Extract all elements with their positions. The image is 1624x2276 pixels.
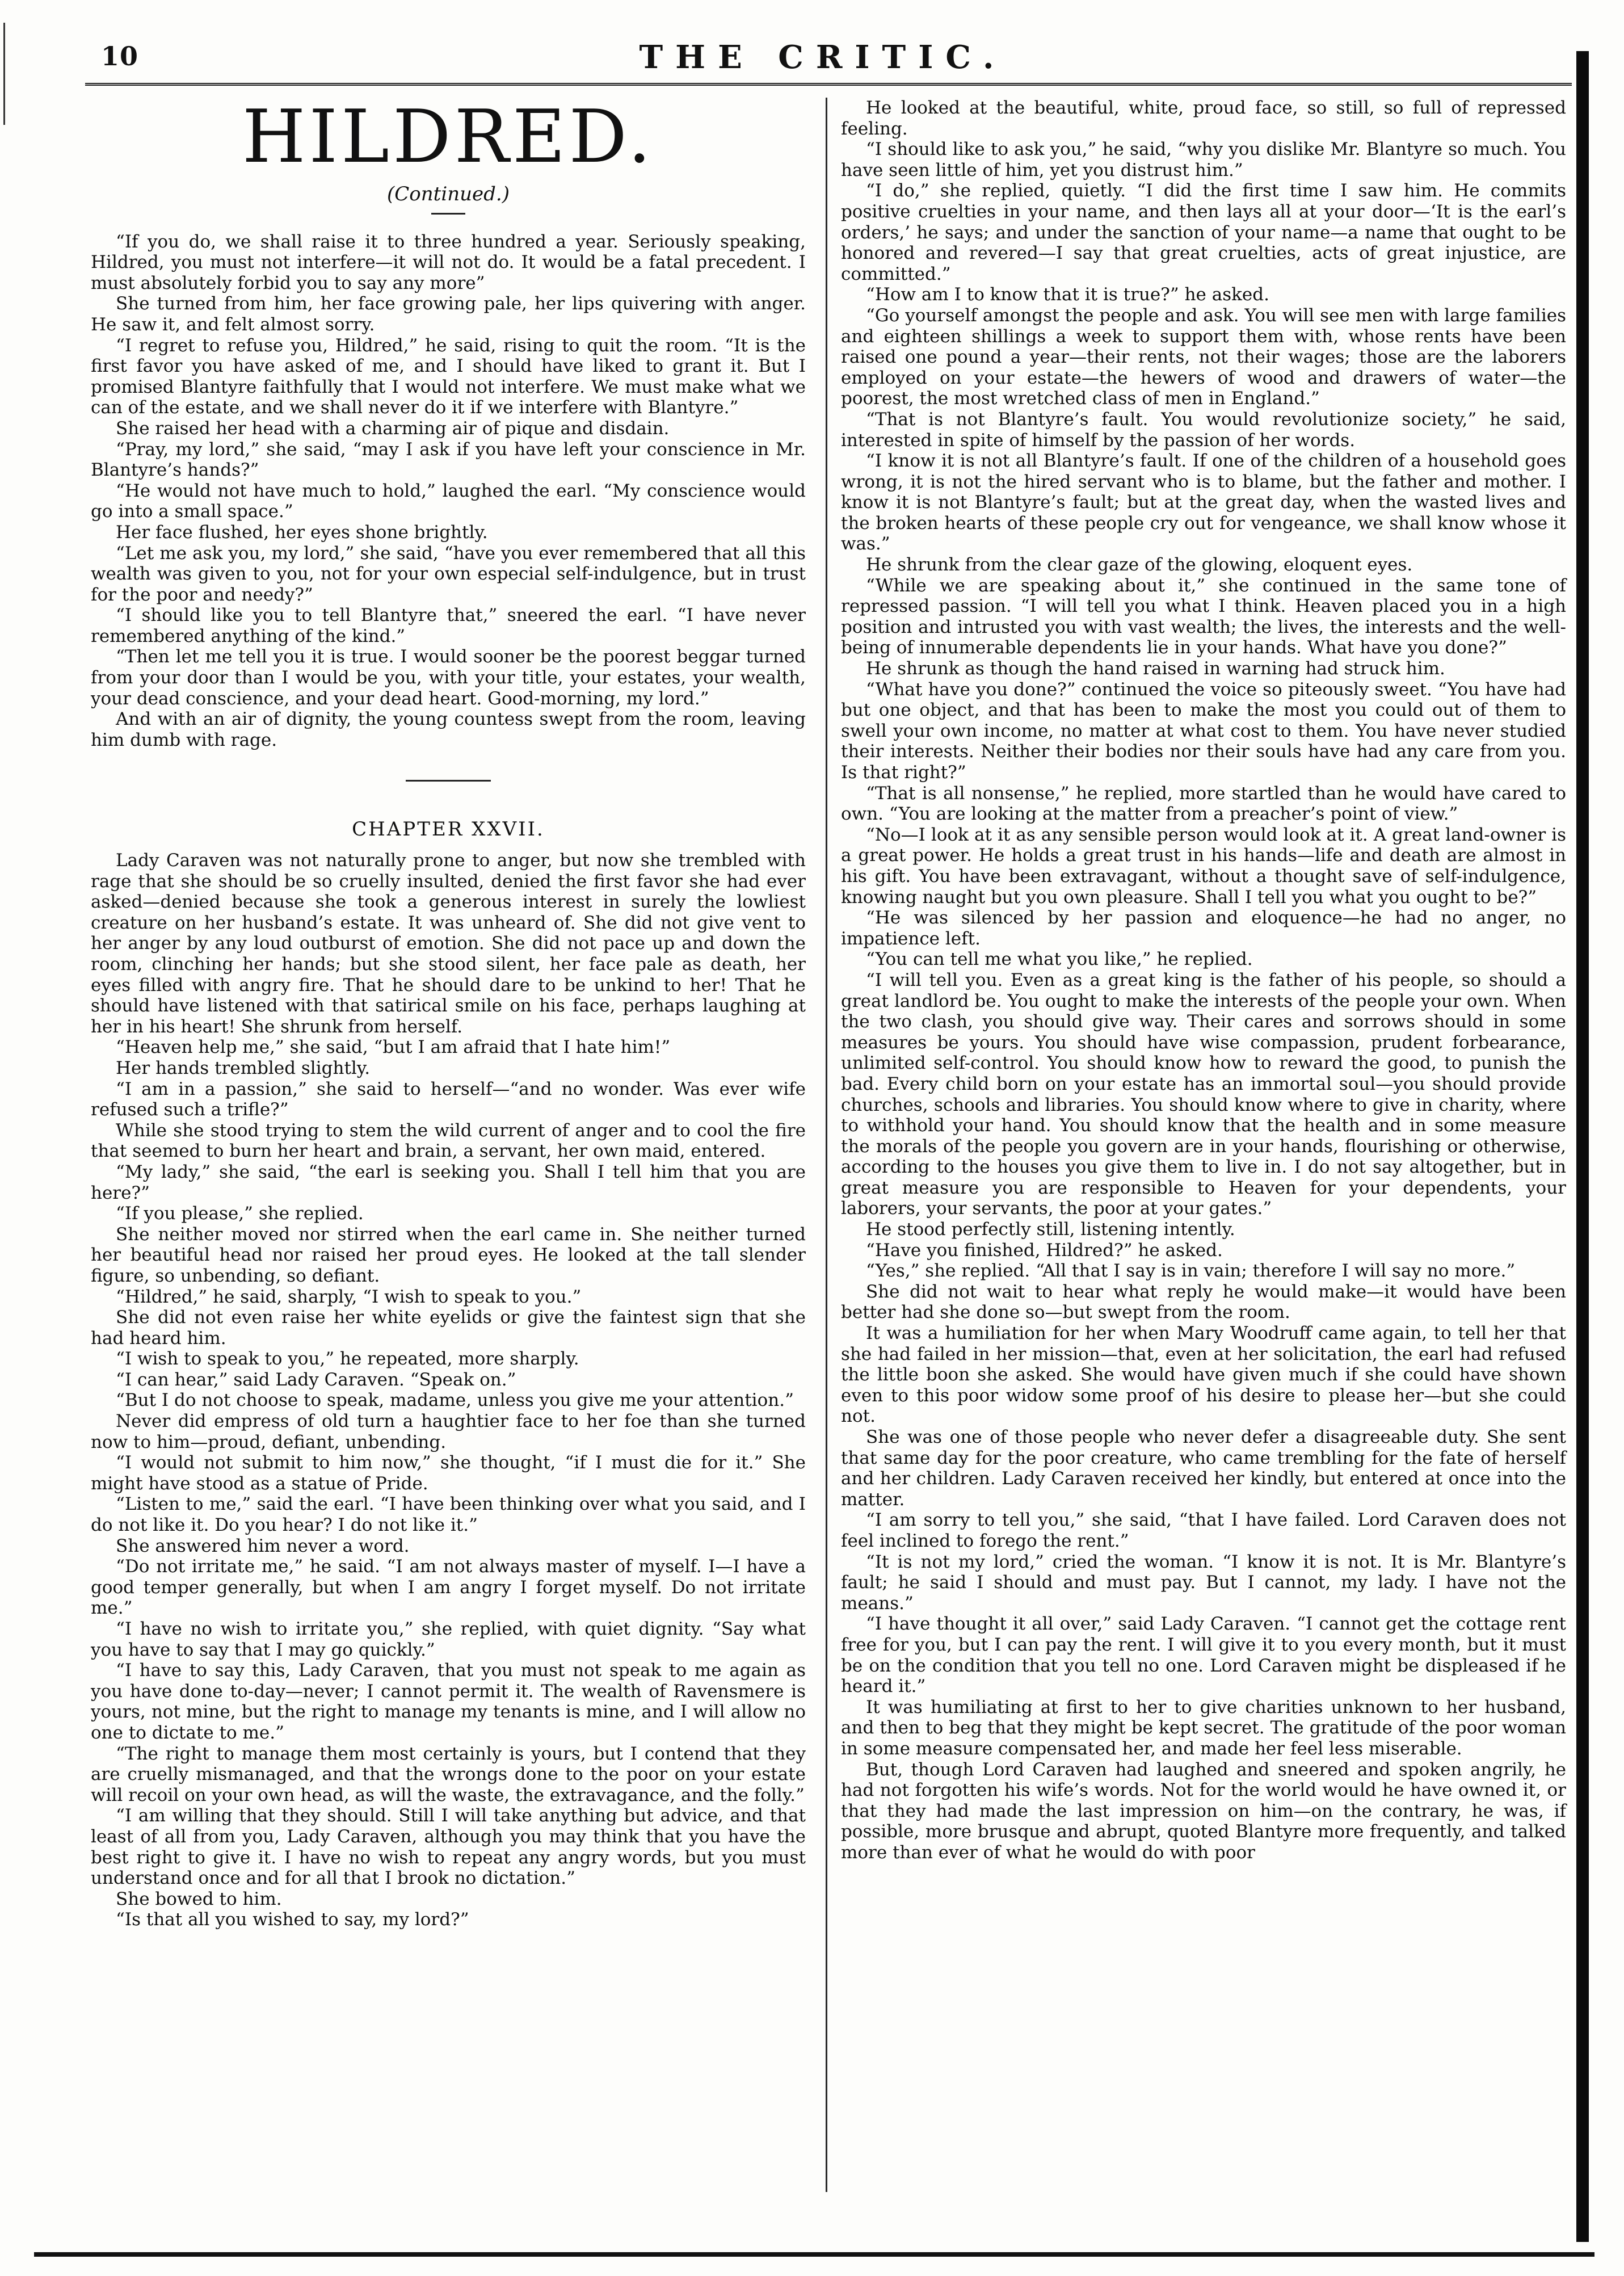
paragraph: “He would not have much to hold,” laughed the earl. “My conscience would go into a small space.” [91, 480, 806, 522]
paragraph: She bowed to him. [116, 1888, 282, 1909]
page-edge-mark [3, 23, 5, 125]
paragraph: She was one of those people who never defer a disagreeable duty. She sent that same day for the poor creature, who came trembling for the fate of herself and her children. Lady Caraven received her kindly, but entered at once into the matter. [841, 1427, 1566, 1510]
paragraph: “That is all nonsense,” he replied, more startled than he would have cared to own. “You are looking at the matter from a preacher’s point of view.” [841, 783, 1566, 825]
paragraph: “Listen to me,” said the earl. “I have been thinking over what you said, and I do not like it. Do you hear? I do not like it.” [91, 1494, 806, 1536]
paragraph: And with an air of dignity, the young countess swept from the room, leaving him dumb with rage. [91, 709, 806, 750]
column-divider [826, 98, 827, 2192]
paragraph: “I wish to speak to you,” he repeated, more sharply. [116, 1349, 579, 1370]
paragraph: “If you do, we shall raise it to three hundred a year. Seriously speaking, Hildred, you must not interfere—it will not do. It would be a fatal precedent. I must absolutely forbid you to say any more” [91, 231, 806, 293]
paragraph: Her face flushed, her eyes shone brightly. [116, 522, 488, 543]
paragraph: “I can hear,” said Lady Caraven. “Speak on.” [116, 1369, 516, 1390]
paragraph: “I will tell you. Even as a great king is the father of his people, so should a great landlord be. You ought to make the interests of the people your own. When the two clash, you should give way. Their cares and sorrows should in some measures be yours. You should have wise compassion, prudent forbearance, unlimited self-control. You should know how to reward the good, to punish the bad. Every child born on your estate has an immortal soul—you should provide churches, schools and libraries. You should know where to give in charity, where to withhold your hand. You should know that the health and in some measure the morals of the people you govern are in your hands, flourishing or otherwise, according to the houses you give them to live in. I do not say altogether, but in great measure you are responsible to Heaven for your dependents, your laborers, your servants, the poor at your gates.” [841, 969, 1566, 1219]
paragraph: She did not even raise her white eyelids or give the faintest sign that she had heard him. [91, 1307, 806, 1349]
paragraph: “He was silenced by her passion and eloquence—he had no anger, no impatience left. [841, 908, 1566, 949]
chapter-separator [406, 780, 491, 782]
continued-label: (Continued.) [387, 183, 510, 205]
bottom-rule [34, 2252, 1594, 2257]
right-column-text [841, 98, 1566, 1863]
title-rule [431, 213, 465, 215]
paragraph: But, though Lord Caraven had laughed and sneered and spoken angrily, he had not forgotten his wife’s words. Not for the world would he have owned it, or that they had made the last impression on him—on the contrary, he was, if possible, more brusque and abrupt, quoted Blantyre more frequently, and talked more than ever of what he would do with poor [841, 1759, 1566, 1863]
paragraph: “I regret to refuse you, Hildred,” he said, rising to quit the room. “It is the first favor you have asked of me, and I should have liked to grant it. But I promised Blantyre faithfully that I would not interfere. We must make what we can of the estate, and we shall never do it if we interfere with Blantyre.” [91, 335, 806, 418]
paragraph: “Let me ask you, my lord,” she said, “have you ever remembered that all this wealth was given to you, not for your own especial self-indulgence, but in trust for the poor and needy?” [91, 543, 806, 605]
paragraph: He shrunk from the clear gaze of the glowing, eloquent eyes. [866, 555, 1413, 576]
left-top-text [91, 232, 806, 751]
paragraph: It was a humiliation for her when Mary Woodruff came again, to tell her that she had failed in her mission—that, even at her solicitation, the earl had refused the little boon she asked. She would have given much if she could have shown even to this poor widow some proof of his desire to please her—but she could not. [841, 1323, 1566, 1427]
right-column [841, 98, 1566, 1863]
paragraph: “Heaven help me,” she said, “but I am afraid that I hate him!” [116, 1037, 671, 1058]
paragraph: “I do,” she replied, quietly. “I did the first time I saw him. He commits positive cruelties in your name, and then lays all at your door—‘It is the earl’s orders,’ he says; and under the sanction of your name—a name that ought to be honored and revered—I say that great cruelties, acts of great injustice, are committed.” [841, 180, 1566, 284]
page-number: 10 [101, 41, 139, 72]
left-column [91, 95, 806, 1930]
paragraph: “I have no wish to irritate you,” she replied, with quiet dignity. “Say what you have to say that I may go quickly.” [91, 1619, 806, 1660]
paragraph: “The right to manage them most certainly is yours, but I contend that they are cruelly mismanaged, and that the wrongs done to the poor on your estate will recoil on your own head, as will the waste, the extravagance, and the folly.” [91, 1743, 806, 1805]
paragraph: “Do not irritate me,” he said. “I am not always master of myself. I—I have a good temper generally, but when I am angry I forget myself. Do not irritate me.” [91, 1556, 806, 1619]
paragraph: She raised her head with a charming air of pique and disdain. [116, 418, 670, 439]
paragraph: While she stood trying to stem the wild current of anger and to cool the fire that seemed to burn her heart and brain, a servant, her own maid, entered. [91, 1120, 806, 1162]
paragraph: “How am I to know that it is true?” he asked. [866, 284, 1269, 305]
paragraph: “But I do not choose to speak, madame, unless you give me your attention.” [116, 1390, 794, 1411]
paragraph: She answered him never a word. [116, 1535, 410, 1556]
paragraph: “You can tell me what you like,” he replied. [866, 949, 1253, 970]
paragraph: “Pray, my lord,” she said, “may I ask if you have left your conscience in Mr. Blantyre’s hands?” [91, 439, 806, 481]
paragraph: “Have you finished, Hildred?” he asked. [866, 1240, 1223, 1261]
paragraph: “I am willing that they should. Still I will take anything but advice, and that least of all from you, Lady Caraven, although you may think that you have the best right to give it. I have no wish to repeat any angry words, but you must understand once and for all that I brook no dictation.” [91, 1805, 806, 1889]
paragraph: “That is not Blantyre’s fault. You would revolutionize society,” he said, interested in spite of himself by the passion of her words. [841, 409, 1566, 451]
paragraph: It was humiliating at first to her to give charities unknown to her husband, and then to beg that they might be kept secret. The gratitude of the poor woman in some measure compensated her, and made her feel less miserable. [841, 1696, 1566, 1759]
paragraph: He stood perfectly still, listening intently. [866, 1219, 1235, 1240]
paragraph: “I have thought it all over,” said Lady Caraven. “I cannot get the cottage rent free for you, but I can pay the rent. I will give it to you every month, but it must be on the condition that you tell no one. Lord Caraven might be displeased if he heard it.” [841, 1614, 1566, 1697]
paragraph: He shrunk as though the hand raised in warning had struck him. [866, 658, 1445, 679]
paragraph: “If you please,” she replied. [116, 1203, 364, 1224]
paragraph: “Then let me tell you it is true. I would sooner be the poorest beggar turned from your door than I would be you, with your title, your estates, your wealth, your dead conscience, and your dead heart. Good-morning, my lord.” [91, 646, 806, 709]
paragraph: Her hands trembled slightly. [116, 1057, 371, 1078]
masthead: THE CRITIC. [639, 39, 1007, 76]
paragraph: “Is that all you wished to say, my lord?” [116, 1909, 469, 1930]
paragraph: Lady Caraven was not naturally prone to anger, but now she trembled with rage that she should be so cruelly insulted, denied the first favor she had ever asked—denied because she took a generous interest in surely the lowliest creature on her husband’s estate. It was unheard of. She did not give vent to her anger by any loud outburst of emotion. She did not pace up and down the room, clinching her hands; but she stood silent, her face pale as death, her eyes filled with angry fire. That he should dare to be unkind to her! That he should have listened with that satirical smile on his face, perhaps laughing at her in his heart! She shrunk from herself. [91, 850, 806, 1037]
paragraph: “Hildred,” he said, sharply, “I wish to speak to you.” [116, 1286, 582, 1307]
paragraph: “It is not my lord,” cried the woman. “I know it is not. It is Mr. Blantyre’s fault; he said I should and must pay. But I cannot, my lady. I have not the means.” [841, 1551, 1566, 1614]
paragraph: “I would not submit to him now,” she thought, “if I must die for it.” She might have stood as a statue of Pride. [91, 1452, 806, 1494]
paragraph: “I should like you to tell Blantyre that,” sneered the earl. “I have never remembered anything of the kind.” [91, 605, 806, 646]
story-title: HILDRED. [242, 95, 655, 179]
paragraph: “Yes,” she replied. “All that I say is in vain; therefore I will say no more.” [866, 1261, 1516, 1282]
paragraph: She neither moved nor stirred when the earl came in. She neither turned her beautiful head nor raised her proud eyes. He looked at the tall slender figure, so unbending, so defiant. [91, 1224, 806, 1286]
paragraph: “What have you done?” continued the voice so piteously sweet. “You have had but one object, and that has been to make the most you could out of them to swell your own income, no matter at what cost to them. You have never studied their interests. Neither their bodies nor their souls have had any care from you. Is that right?” [841, 679, 1566, 783]
paragraph: “I have to say this, Lady Caraven, that you must not speak to me again as you have done to-day—never; I cannot permit it. The wealth of Ravensmere is yours, not mine, but the right to manage my tenants is mine, and I will allow no one to dictate to me.” [91, 1660, 806, 1743]
paragraph: “I am sorry to tell you,” she said, “that I have failed. Lord Caraven does not feel inclined to forego the rent.” [841, 1510, 1566, 1551]
paragraph: She did not wait to hear what reply he would make—it would have been better had she done so—but swept from the room. [841, 1281, 1566, 1323]
paragraph: Never did empress of old turn a haughtier face to her foe than she turned now to him—proud, defiant, unbending. [91, 1411, 806, 1452]
paragraph: She turned from him, her face growing pale, her lips quivering with anger. He saw it, and felt almost sorry. [91, 293, 806, 335]
paragraph: “My lady,” she said, “the earl is seeking you. Shall I tell him that you are here?” [91, 1161, 806, 1203]
paragraph: “I know it is not all Blantyre’s fault. If one of the children of a household goes wrong, it is not the hired servant who is to blame, but the father and mother. I know it is not Blantyre’s fault; but at the great day, when the wasted lives and the broken hearts of these people cry out for vengeance, we shall know whose it was.” [841, 451, 1566, 555]
paragraph: He looked at the beautiful, white, proud face, so still, so full of repressed feeling. [841, 98, 1566, 139]
right-margin-bar [1576, 51, 1589, 2242]
paragraph: “Go yourself amongst the people and ask. You will see men with large families and eighteen shillings a week to support them with, whose rents have been raised one pound a year—their rents, not their wages; those are the laborers employed on your estate—the hewers of wood and drawers of water—the poorest, the most wretched class of men in England.” [841, 305, 1566, 409]
paragraph: “No—I look at it as any sensible person would look at it. A great land-owner is a great power. He holds a great trust in his hands—life and death are almost in his gift. You have been extravagant, without a thought save of self-indulgence, knowing naught but you own pleasure. Shall I tell you what you ought to be?” [841, 824, 1566, 908]
paragraph: “I am in a passion,” she said to herself—“and no wonder. Was ever wife refused such a trifle?” [91, 1078, 806, 1120]
page-header [85, 39, 1560, 78]
header-rule [85, 83, 1572, 88]
chapter-heading: CHAPTER XXVII. [352, 818, 545, 841]
chapter-text [91, 850, 806, 1930]
paragraph: “I should like to ask you,” he said, “why you dislike Mr. Blantyre so much. You have seen little of him, yet you distrust him.” [841, 139, 1566, 180]
paragraph: “While we are speaking about it,” she continued in the same tone of repressed passion. “I will tell you what I think. Heaven placed you in a high position and intrusted you with vast wealth; the lives, the interests and the well-being of innumerable dependents lie in your hands. What have you done?” [841, 575, 1566, 658]
